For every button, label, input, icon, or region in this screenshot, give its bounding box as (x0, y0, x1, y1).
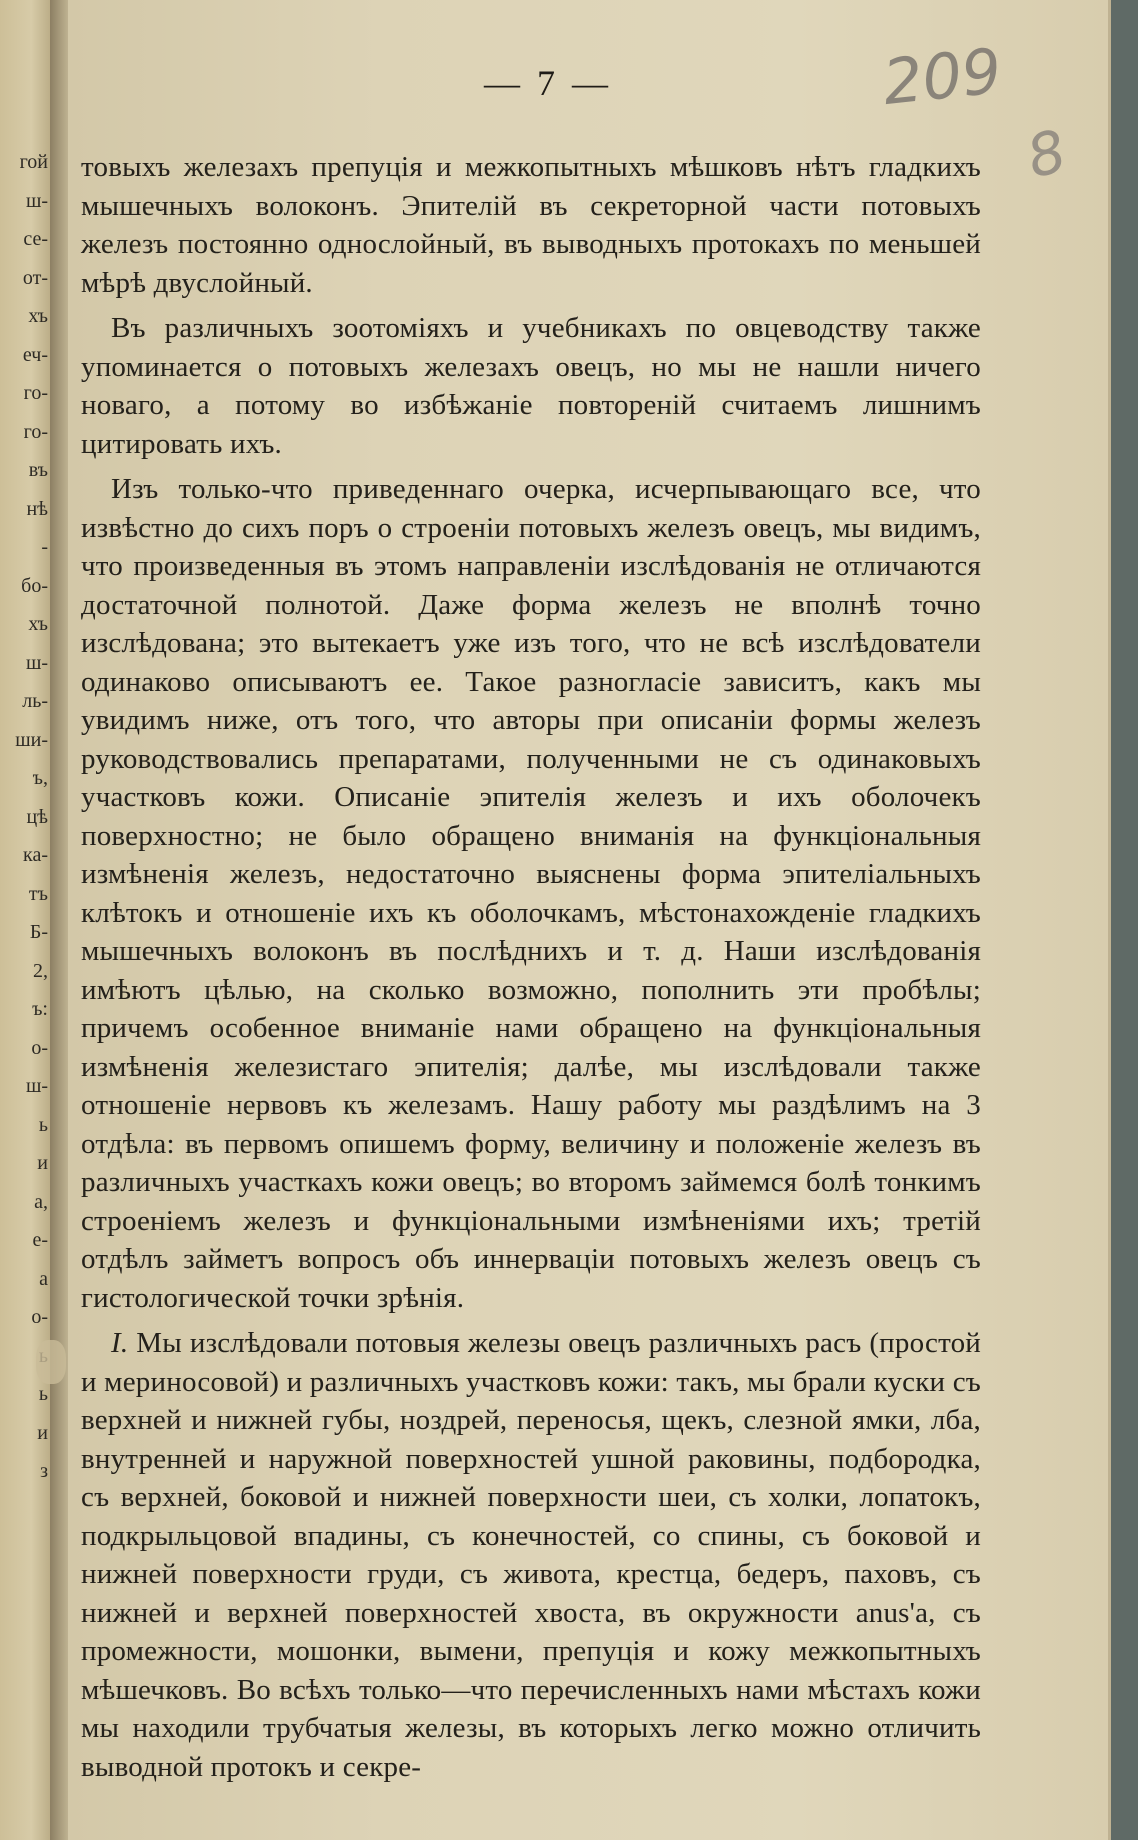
margin-fragment: а, (34, 1190, 48, 1213)
margin-fragment: о- (31, 1036, 48, 1059)
margin-fragment: ль- (22, 690, 48, 712)
margin-fragment: ши- (15, 728, 48, 751)
margin-fragment: тъ (28, 882, 48, 905)
margin-fragment: и (37, 1152, 48, 1174)
margin-fragment: е- (32, 1229, 48, 1251)
paragraph: Изъ только-что приведеннаго очерка, исчерпывающаго все, что извѣстно до сихъ поръ о строеніи потовыхъ железъ овецъ, мы видимъ, что произведенныя въ этомъ направленіи изслѣдованія не отличаются достаточной полнотой. Даже форма железъ не вполнѣ точно изслѣдована; это вытекаетъ уже изъ того, что не всѣ изслѣдователи одинаково описываютъ ее. Такое разногласіе зависитъ, какъ мы увидимъ ниже, отъ того, что авторы при описаніи формы железъ руководствовались препаратами, полученными не съ одинаковыхъ участковъ кожи. Описаніе эпителія железъ и ихъ оболочекъ поверхностно; не было обращено вниманія на функціональныя измѣненія железъ, недостаточно выяснены форма эпителіальныхъ клѣтокъ и отношеніе ихъ къ оболочкамъ, мѣстонахожденіе гладкихъ мышечныхъ волоконъ въ послѣднихъ и т. д. Наши изслѣдованія имѣютъ цѣлью, на сколько возможно, пополнить эти пробѣлы; причемъ особенное вниманіе нами обращено на функціональныя измѣненія железистаго эпителія; далѣе, мы изслѣдовали также отношеніе нервовъ къ железамъ. Нашу работу мы раздѣлимъ на 3 отдѣла: въ первомъ опишемъ форму, величину и положеніе железъ въ различныхъ участкахъ кожи овецъ; во второмъ займемся болѣ тонкимъ строеніемъ железъ и функціональными измѣненіями ихъ; третій отдѣлъ займетъ вопросъ объ иннерваціи потовыхъ железъ овецъ съ гистологической точки зрѣнія. (81, 473, 981, 1314)
paragraph: товыхъ железахъ препуція и межкопытныхъ мѣшковъ нѣтъ гладкихъ мышечныхъ волоконъ. Эпителій въ секреторной части потовыхъ железъ постоянно однослойный, въ выводныхъ протокахъ по меньшей мѣрѣ двуслойный. (81, 151, 981, 299)
margin-fragment: се- (23, 228, 48, 250)
paragraph-text: Мы изслѣдовали потовыя железы овецъ различныхъ расъ (простой и мериносовой) и различныхъ участковъ кожи: такъ, мы брали куски съ верхней и нижней губы, ноздрей, переносья, щекъ, слезной ямки, лба, внутренней и наружной поверхностей ушной раковины, подбородка, съ верхней, боковой и нижней поверхности шеи, съ холки, лопатокъ, подкрыльцовой впадины, съ конечностей, со спины, съ боковой и нижней поверхности груди, съ живота, крестца, бедеръ, паховъ, съ нижней и верхней поверхностей хвоста, въ окружности anus'а, съ промежности, мошонки, вымени, препуція и кожу межкопытныхъ мѣшечковъ. Во всѣхъ только—что перечисленныхъ нами мѣстахъ кожи мы находили трубчатыя железы, въ которыхъ легко можно отличить выводной протокъ и секре- (81, 1327, 982, 1783)
margin-fragment: о- (31, 1306, 48, 1328)
margin-fragment: ъ: (32, 998, 48, 1020)
section-numeral: I. (111, 1327, 129, 1359)
margin-fragment: ш- (25, 1075, 48, 1097)
margin-fragment: бо- (21, 574, 48, 597)
margin-fragment: ь (38, 1113, 48, 1136)
margin-fragment: цѣ (26, 805, 48, 828)
page-number: — 7 — (484, 63, 612, 103)
paper-tear (36, 1340, 66, 1384)
margin-fragment: хъ (28, 613, 48, 635)
margin-fragment: ка- (23, 844, 48, 866)
margin-fragment: и (37, 1421, 48, 1444)
margin-fragment: ь (38, 1383, 48, 1405)
margin-fragment: а (39, 1267, 48, 1290)
paragraph (81, 1324, 981, 1786)
margin-fragment: нѣ (26, 497, 48, 520)
handwritten-archive-number: 209 (879, 34, 1005, 119)
margin-fragment: еч- (22, 343, 48, 366)
margin-fragment: ш- (25, 651, 48, 674)
margin-fragment: 2, (33, 959, 48, 982)
margin-fragment: въ (28, 459, 48, 481)
margin-fragment: от- (22, 266, 48, 289)
paragraph: Въ различныхъ зоотоміяхъ и учебникахъ по овцеводству также упоминается о потовыхъ железахъ овецъ, но мы не нашли ничего новаго, а потому во избѣжаніе повтореній считаемъ лишнимъ цитировать ихъ. (81, 312, 981, 460)
margin-fragment: ш- (25, 189, 48, 212)
margin-fragment: гой (19, 151, 48, 173)
margin-fragment: ъ, (32, 767, 48, 789)
margin-fragment: хъ (28, 305, 48, 327)
margin-fragment: го- (23, 420, 48, 443)
book-page (68, 0, 1111, 1840)
margin-fragment: Б- (29, 921, 48, 943)
margin-fragment: з (40, 1460, 48, 1482)
margin-fragment: - (41, 536, 48, 558)
page-body (81, 148, 981, 1793)
previous-page-edge (0, 0, 52, 1840)
handwritten-mark: 8 (1020, 116, 1073, 192)
margin-fragment: го- (23, 382, 48, 404)
